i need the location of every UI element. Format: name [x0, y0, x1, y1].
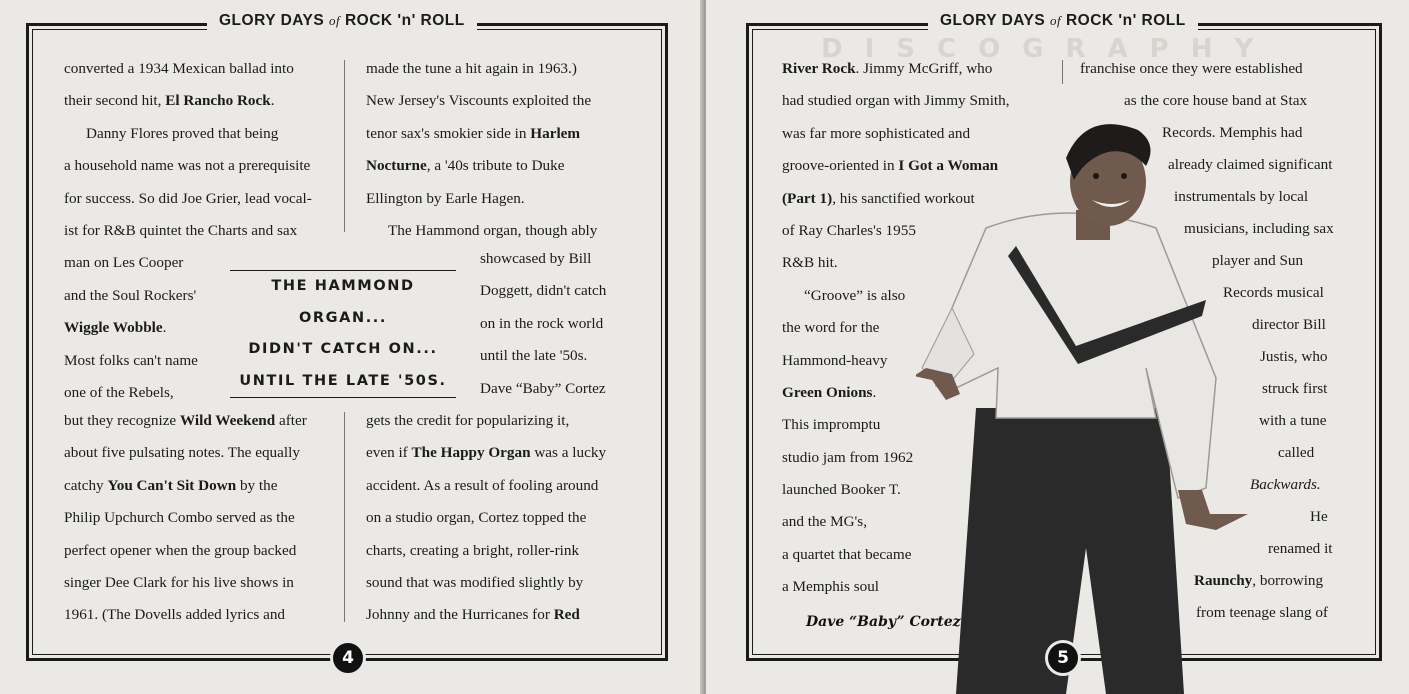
left-column-1-bottom: but they recognize Wild Weekend after about five pulsating notes. The equally catchy You Can't Sit Down by the Philip Upchurch Combo served as the perfect opener when the group backed singer Dee Clark for his live shows in 1961. (The Dovells added lyrics and	[64, 412, 307, 624]
right-column-2-line: struck first	[1262, 380, 1328, 397]
column-rule	[344, 60, 345, 232]
right-column-1: River Rock. Jimmy McGriff, who had studied organ with Jimmy Smith, was far more sophisticated and groove-oriented in I Got a Woman (Part 1), his sanctified workout of Ray Charles's 1955 R&B hit. “Groove” is also the word for the Hammond-heavy Green Onions. This impromptu studio jam from 1962 launched Booker T. and the MG's, a quartet that became a Memphis soul	[782, 60, 1010, 596]
right-column-2-line: called	[1278, 444, 1315, 461]
right-running-header: GLORY DAYS of ROCK 'n' ROLL	[928, 12, 1198, 30]
right-hand	[1178, 490, 1248, 530]
column-rule	[344, 412, 345, 622]
photo-caption: Dave “Baby” Cortez	[806, 614, 961, 630]
right-column-2-line: He	[1310, 508, 1328, 525]
right-column-2-line: Raunchy, borrowing	[1194, 572, 1324, 589]
song-title: Green Onions	[782, 383, 873, 401]
song-title: River Rock	[782, 60, 856, 77]
right-column-2-line: Justis, who	[1260, 348, 1328, 365]
right-column-2-line: from teenage slang of	[1196, 604, 1328, 621]
show-through-heading: DISCOGRAPHY	[821, 34, 1276, 64]
right-column-2-line: Backwards.	[1250, 476, 1321, 493]
right-column-2-line: Records musical	[1223, 284, 1324, 301]
left-column-2-top: made the tune a hit again in 1963.) New Jersey's Viscounts exploited the tenor sax's smokier side in Harlem Nocturne, a '40s tribute to Duke Ellington by Earle Hagen. The Hammond organ, though ably	[366, 60, 598, 239]
right-column-2-line: instrumentals by local	[1174, 188, 1309, 205]
song-title: I Got a Woman	[898, 157, 999, 175]
song-title: (Part 1)	[782, 189, 833, 207]
song-title: Wild Weekend	[179, 412, 276, 429]
pull-quote: THE HAMMOND ORGAN... DIDN'T CATCH ON... UNTIL THE LATE '50S.	[230, 270, 456, 398]
right-column-2-line: musicians, including sax	[1184, 220, 1334, 237]
song-title: El Rancho Rock	[165, 92, 271, 110]
left-column-2-wrap: showcased by Bill Doggett, didn't catch on in the rock world until the late '50s. Dave “Baby” Cortez	[480, 250, 607, 397]
song-title: The Happy Organ	[411, 444, 531, 462]
song-title: Harlem	[530, 124, 581, 142]
right-column-2-line: already claimed significant	[1168, 156, 1333, 173]
left-running-header: GLORY DAYS of ROCK 'n' ROLL	[207, 12, 477, 30]
right-column-2-line: Records. Memphis had	[1162, 124, 1303, 141]
left-page	[0, 0, 704, 694]
right-page	[706, 0, 1409, 694]
right-column-2-line: with a tune	[1259, 412, 1327, 429]
song-title: Wiggle Wobble	[64, 319, 163, 337]
right-column-2-line: as the core house band at Stax	[1124, 92, 1308, 109]
song-title: Raunchy	[1194, 572, 1253, 589]
left-column-2-bottom: gets the credit for popularizing it, even if The Happy Organ was a lucky accident. As a result of fooling around on a studio organ, Cortez topped the charts, creating a bright, roller-rink sound that was modified slightly by Johnny and the Hurricanes for Red	[366, 412, 607, 624]
right-column-2-line: player and Sun	[1212, 252, 1304, 269]
right-column-2-line: director Bill	[1252, 316, 1326, 333]
song-title: You Can't Sit Down	[107, 476, 237, 494]
song-title: Red	[553, 606, 580, 624]
right-column-2-top: franchise once they were established	[1080, 60, 1303, 77]
left-column-1-top: converted a 1934 Mexican ballad into their second hit, El Rancho Rock. Danny Flores proved that being a household name was not a prerequisite for success. So did Joe Grier, lead vocal- ist for R&B quintet the Charts and sax man on Les Cooper and the Soul Rockers' Wiggle Wobble. Most folks can't name one of the Rebels,	[64, 60, 312, 401]
song-title: Nocturne	[366, 157, 427, 175]
page-number: 4	[330, 640, 366, 676]
page-number: 5	[1045, 640, 1081, 676]
right-column-2-line: renamed it	[1268, 540, 1333, 557]
column-rule	[1062, 60, 1063, 84]
